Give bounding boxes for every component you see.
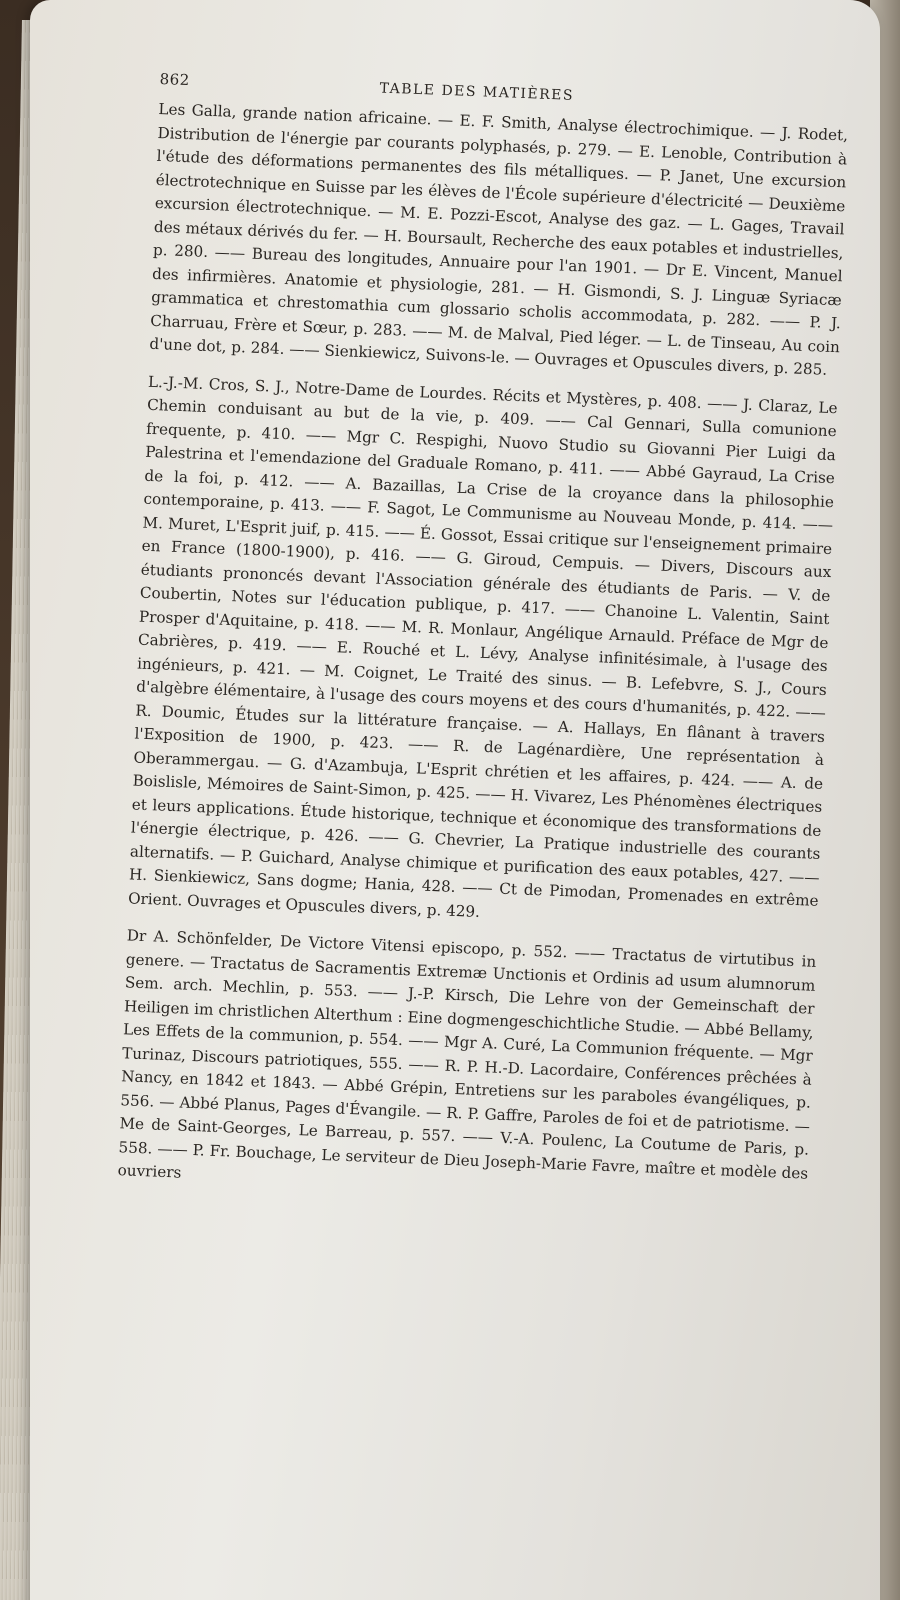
page-title: TABLE DES MATIÈRES [379,80,575,104]
page-text-block [117,70,850,1219]
entry-text: Les Galla, grande nation africaine. — E. F. Smith, Analyse électrochimique. — J. Rodet, Distribution de l'énergie par courants polyphasés, p. 279. — E. Lenoble, Contribution à l'étude des déformations permanentes des fils métalliques. — P. Janet, Une excursion électrotechnique en Suisse par les élèves de l'École supérieure d'électricité — Deuxième excursion électrotechnique. — M. E. Pozzi-Escot, Analyse des gaz. — L. Gages, Travail des métaux dérivés du fer. — H. Boursault, Recherche des eaux potables et industrielles, p. 280. —— Bureau des longitudes, Annuaire pour l'an 1901. — Dr E. Vincent, Manuel des infirmières. Anatomie et physiologie, 281. — H. Gismondi, S. J. Linguæ Syriacæ grammatica et chrestomathia cum glossario scholis accommodata, p. 282. —— P. J. Charruau, Frère et Sœur, p. 283. —— M. de Malval, Pied léger. — L. de Tinseau, Au coin d'une dot, p. 284. —— Sienkiewicz, Suivons-le. — Ouvrages et Opuscules divers, p. 285. [149,99,849,379]
index-entry-block [117,924,816,1209]
index-entry-block [128,370,838,937]
page-number: 862 [159,70,191,90]
entry-text: L.-J.-M. Cros, S. J., Notre-Dame de Lourdes. Récits et Mystères, p. 408. —— J. Claraz, Le Chemin conduisant au but de la vie, p. 409. —— Cal Gennari, Sulla comunione frequente, p. 410. —— Mgr C. Respighi, Nuovo Studio su Giovanni Pier Luigi da Palestrina et l'emendazione del Graduale Romano, p. 411. —— Abbé Gayraud, La Crise de la foi, p. 412. —— A. Bazaillas, La Crise de la croyance dans la philosophie contemporaine, p. 413. —— F. Sagot, Le Communisme au Nouveau Monde, p. 414. —— M. Muret, L'Esprit juif, p. 415. —— É. Gossot, Essai critique sur l'enseignement primaire en France (1800-1900), p. 416. —— G. Giroud, Cempuis. — Divers, Discours aux étudiants prononcés devant l'Association générale des étudiants de Paris. — V. de Coubertin, Notes sur l'éducation publique, p. 417. —— Chanoine L. Valentin, Saint Prosper d'Aquitaine, p. 418. —— M. R. Monlaur, Angélique Arnauld. Préface de Mgr de Cabrières, p. 419. —— E. Rouché et L. Lévy, Analyse infinitésimale, à l'usage des ingénieurs, p. 421. — M. Coignet, Le Traité des sinus. — B. Lefebvre, S. J., Cours d'algèbre élémentaire, à l'usage des cours moyens et des cours d'humanités, p. 422. —— R. Doumic, Études sur la littérature française. — A. Hallays, En flânant à travers l'Exposition de 1900, p. 423. —— R. de Lagénardière, Une représentation à Oberammergau. — G. d'Azambuja, L'Esprit chrétien et les affaires, p. 424. —— A. de Boislisle, Mémoires de Saint-Simon, p. 425. —— H. Vivarez, Les Phénomènes électriques et leurs applications. Étude historique, technique et économique des transformations de l'énergie électrique, p. 426. —— G. Chevrier, La Pratique industrielle des courants alternatifs. — P. Guichard, Analyse chimique et purification des eaux potables, 427. —— H. Sienkiewicz, Sans dogme; Hania, 428. —— Ct de Pimodan, Promenades en extrême Orient. Ouvrages et Opuscules divers, p. 429. [127,372,838,921]
index-entry-block [149,98,848,383]
entry-text: Dr A. Schönfelder, De Victore Vitensi episcopo, p. 552. —— Tractatus de virtutibus in genere. — Tractatus de Sacramentis Extremæ Unctionis et Ordinis ad usum alumnorum Sem. arch. Mechlin, p. 553. —— J.-P. Kirsch, Die Lehre von der Gemeinschaft der Heiligen im christlichen Alterthum : Eine dogmengeschichtliche Studie. — Abbé Bellamy, Les Effets de la communion, p. 554. —— Mgr A. Curé, La Communion fréquente. — Mgr Turinaz, Discours patriotiques, 555. —— R. P. H.-D. Lacordaire, Conférences prêchées à Nancy, en 1842 et 1843. — Abbé Grépin, Entretiens sur les paraboles évangéliques, p. 556. — Abbé Planus, Pages d'Évangile. — R. P. Gaffre, Paroles de foi et de patriotisme. — Me de Saint-Georges, Le Barreau, p. 557. —— V.-A. Poulenc, La Coutume de Paris, p. 558. —— P. Fr. Bouchage, Le serviteur de Dieu Joseph-Marie Favre, maître et modèle des ouvriers [117,926,817,1183]
book-page [30,0,880,1600]
